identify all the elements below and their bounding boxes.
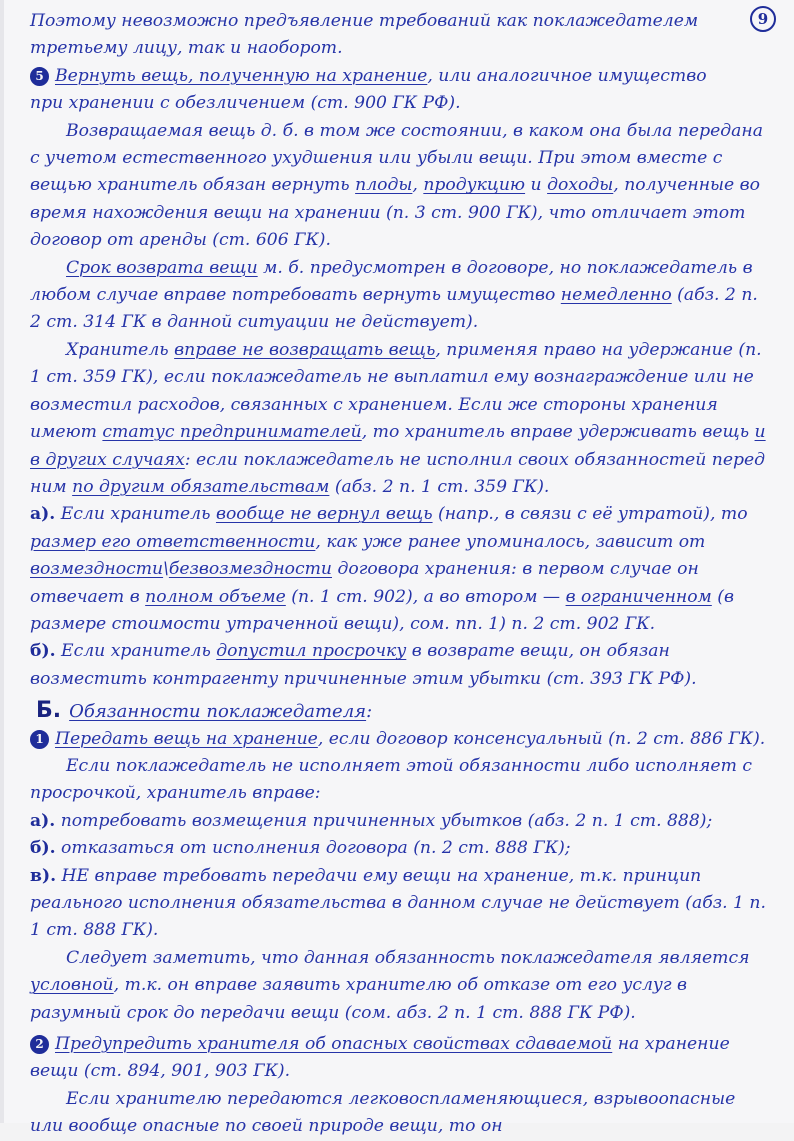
list-item-a [22, 808, 768, 835]
item-1-heading [22, 726, 768, 753]
underlined-term: доходы [547, 175, 614, 196]
underlined-term: продукцию [423, 175, 526, 196]
list-label: а). [30, 810, 56, 831]
paragraph-nonperformance [22, 753, 768, 808]
list-item-c [22, 863, 768, 945]
underlined-term: Срок возврата вещи [66, 257, 258, 278]
paragraph-text: Если поклажедатель не исполняет этой обязанности либо исполняет с просрочкой, хранитель вправе: [30, 755, 752, 804]
paragraph-text: (абз. 2 п. 1 ст. 359 ГК). [329, 476, 550, 497]
underlined-term: вообще не вернул вещь [215, 504, 433, 525]
list-label: б). [30, 838, 56, 859]
sub-item-b [22, 638, 768, 693]
item-2-rest: на хранение вещи (ст. 894, 901, 903 ГК). [30, 1034, 730, 1082]
section-letter: Б. [36, 698, 62, 724]
paragraph-text: (п. 1 ст. 902), а во втором — [285, 586, 561, 607]
item-5-rest: , или аналогичное имущество [427, 65, 707, 86]
underlined-term: по другим обязательствам [72, 476, 330, 497]
text-line [22, 8, 768, 35]
underlined-term: безвозмездности [168, 559, 332, 580]
item-5-title: Вернуть вещь, полученную на хранение [55, 65, 428, 86]
paragraph-text: (абз. 2 п. 2 ст. 314 ГК в данной ситуации не действует). [30, 285, 758, 333]
underlined-term: плоды [355, 175, 413, 196]
sub-item-a [22, 501, 768, 638]
page-edge [0, 0, 4, 1123]
paragraph-text: : если поклажедатель не исполнил своих обязанностей перед ним [30, 449, 766, 497]
paragraph-text: Если хранитель [55, 641, 211, 662]
paragraph-text: , как уже ранее упоминалось, зависит от [315, 531, 706, 552]
paragraph-text: (в размере стоимости утраченной вещи), сом. пп. 1) п. 2 ст. 902 ГК. [30, 586, 734, 634]
item-2-title: Предупредить хранителя об опасных свойствах сдаваемой [55, 1034, 613, 1055]
paragraph-return-condition [22, 118, 768, 255]
number-2-circle: 2 [30, 1035, 49, 1054]
text-line [22, 35, 768, 62]
line-text: третьему лицу, так и наоборот. [30, 38, 343, 59]
underlined-term: и в других случаях [30, 422, 766, 470]
paragraph-text: Если хранителю передаются легковоспламеняющиеся, взрывоопасные или вообще опасные по своей природе вещи, то он [30, 1088, 736, 1137]
list-text: потребовать возмещения причиненных убытков (абз. 2 п. 1 ст. 888); [55, 810, 713, 831]
text-line [22, 90, 768, 117]
underlined-term: вправе не возвращать вещь [174, 339, 436, 360]
section-b-heading [22, 697, 768, 725]
paragraph-text: Следует заметить, что данная обязанность поклажедателя является [66, 947, 750, 968]
underlined-term: немедленно [560, 285, 672, 306]
line-text: при хранении с обезличением (ст. 900 ГК РФ). [30, 93, 461, 114]
punctuation: , [412, 175, 418, 196]
list-label: в). [30, 865, 57, 886]
paragraph-text: , то хранитель вправе удерживать вещь [361, 422, 750, 443]
punctuation: : [366, 701, 373, 723]
paragraph-conditional [22, 945, 768, 1027]
paragraph-text: , т.к. он вправе заявить хранителю об отказе от его услуг в разумный срок до передачи вещи (сом. абз. 2 п. 1 ст. 888 ГК РФ). [30, 975, 688, 1023]
list-text: отказаться от исполнения договора (п. 2 ст. 888 ГК); [55, 838, 571, 859]
section-title: Обязанности поклажедателя [69, 701, 367, 723]
paragraph-text: , полученные во время нахождения вещи на хранении (п. 3 ст. 900 ГК), что отличает этот договор от аренды (ст. 606 ГК). [30, 175, 761, 251]
item-5-heading [22, 63, 768, 90]
underlined-term: полном объеме [145, 586, 286, 607]
sub-item-label: а). [30, 504, 56, 525]
paragraph-text: , применяя право на удержание (п. 1 ст. 359 ГК), если поклажедатель не выплатил ему вознаграждение или не возместил расходов, связанных с хранением. Если же стороны хранения имеют [30, 339, 762, 443]
paragraph-text: м. б. предусмотрен в договоре, но поклажедатель в любом случае вправе потребовать вернуть имущество [30, 257, 753, 306]
paragraph-text: Возвращаемая вещь д. б. в том же состоянии, в каком она была передана с учетом естественного ухудшения или убыли вещи. При этом вместе с вещью хранитель обязан вернуть [30, 120, 763, 196]
underlined-term: статус предпринимателей [102, 422, 362, 443]
paragraph-text: Если хранитель [55, 504, 211, 525]
paragraph-retention [22, 337, 768, 501]
underlined-term: в ограниченном [565, 586, 712, 607]
item-2-heading [22, 1031, 768, 1086]
sub-item-label: б). [30, 641, 56, 662]
item-1-title: Передать вещь на хранение [55, 728, 318, 749]
paragraph-return-term [22, 255, 768, 337]
paragraph-dangerous-goods [22, 1086, 768, 1141]
paragraph-text: Хранитель [66, 339, 169, 360]
conjunction: и [525, 175, 542, 196]
line-text: Поэтому невозможно предъявление требований как поклажедателем [30, 11, 699, 31]
page-number: 9 [750, 6, 776, 32]
item-1-rest: , если договор консенсуальный (п. 2 ст. 886 ГК). [317, 728, 766, 749]
underlined-term: допустил просрочку [216, 641, 407, 662]
list-item-b [22, 835, 768, 862]
underlined-term: размер его ответственности [30, 531, 316, 552]
number-5-circle: 5 [30, 67, 49, 86]
paragraph-text: договора хранения: в первом случае он отвечает в [30, 559, 699, 607]
underlined-term: условной [30, 975, 114, 996]
slash-separator: \ [163, 559, 169, 580]
paragraph-text: в возврате вещи, он обязан возместить контрагенту причиненные этим убытки (ст. 393 ГК РФ). [30, 641, 697, 689]
number-1-circle: 1 [30, 730, 49, 749]
underlined-term: возмездности [30, 559, 164, 580]
list-text: НЕ вправе требовать передачи ему вещи на хранение, т.к. принцип реального исполнения обязательства в данном случае не действует (абз. 1 п. 1 ст. 888 ГК). [30, 865, 766, 941]
paragraph-text: (напр., в связи с её утратой), то [432, 504, 748, 525]
